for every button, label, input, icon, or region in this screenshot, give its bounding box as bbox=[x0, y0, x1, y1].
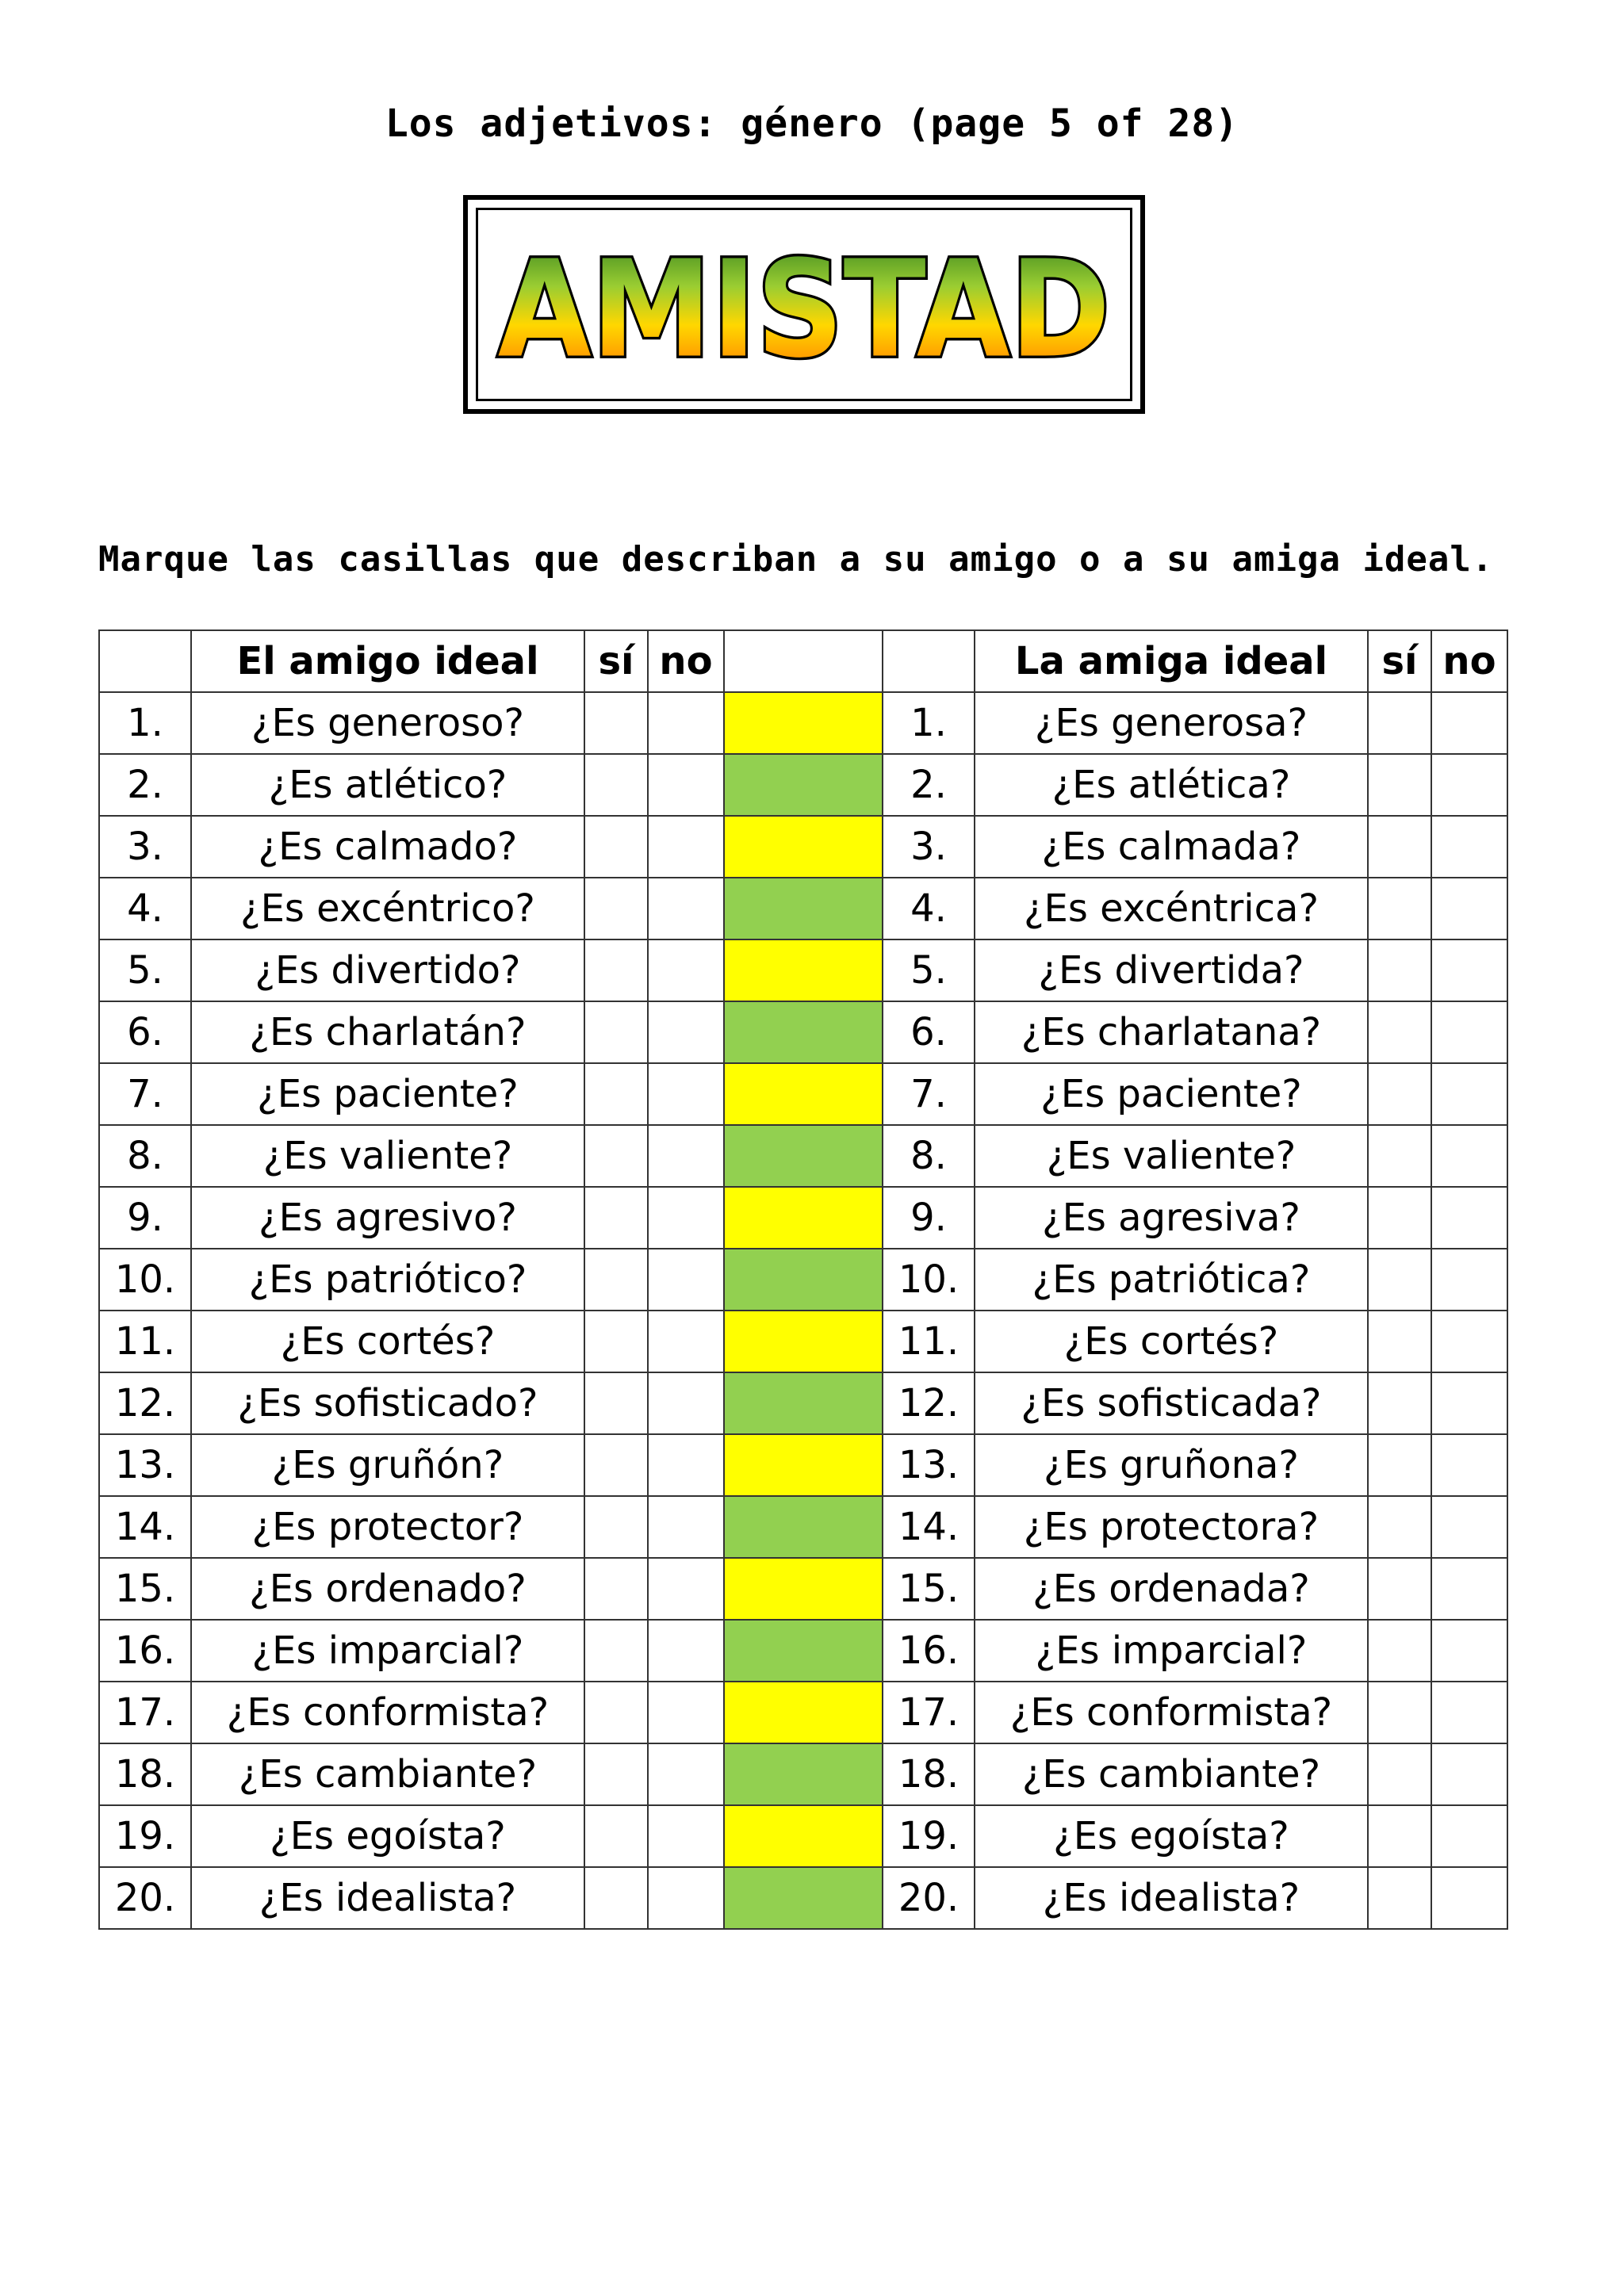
right-question: ¿Es idealista? bbox=[975, 1867, 1368, 1929]
left-row-number: 11. bbox=[99, 1311, 191, 1372]
left-question: ¿Es excéntrico? bbox=[191, 878, 584, 939]
left-no-checkbox-cell[interactable] bbox=[648, 878, 724, 939]
color-separator-cell bbox=[724, 1682, 883, 1743]
right-no-checkbox-cell[interactable] bbox=[1431, 1125, 1507, 1187]
color-separator-cell bbox=[724, 1496, 883, 1558]
left-row-number: 16. bbox=[99, 1620, 191, 1682]
right-row-number: 18. bbox=[883, 1743, 975, 1805]
table-row bbox=[99, 939, 1507, 1001]
right-yes-checkbox-cell[interactable] bbox=[1368, 1249, 1431, 1311]
left-row-number: 10. bbox=[99, 1249, 191, 1311]
right-yes-checkbox-cell[interactable] bbox=[1368, 878, 1431, 939]
left-no-checkbox-cell[interactable] bbox=[648, 1187, 724, 1249]
color-separator-cell bbox=[724, 816, 883, 878]
right-row-number: 10. bbox=[883, 1249, 975, 1311]
table-row bbox=[99, 1805, 1507, 1867]
left-yes-checkbox-cell[interactable] bbox=[584, 1001, 648, 1063]
left-no-checkbox-cell[interactable] bbox=[648, 1249, 724, 1311]
color-separator-cell bbox=[724, 754, 883, 816]
right-row-number: 15. bbox=[883, 1558, 975, 1620]
instruction-text: Marque las casillas que describan a su amigo o a su amiga ideal. bbox=[98, 539, 1494, 580]
table-row bbox=[99, 1867, 1507, 1929]
right-question: ¿Es gruñona? bbox=[975, 1434, 1368, 1496]
left-no-header: no bbox=[648, 630, 724, 692]
left-row-number: 5. bbox=[99, 939, 191, 1001]
left-yes-checkbox-cell[interactable] bbox=[584, 1682, 648, 1743]
right-question: ¿Es cambiante? bbox=[975, 1743, 1368, 1805]
logo-text: AMISTAD bbox=[497, 232, 1111, 388]
right-yes-checkbox-cell[interactable] bbox=[1368, 1805, 1431, 1867]
right-question: ¿Es valiente? bbox=[975, 1125, 1368, 1187]
left-no-checkbox-cell[interactable] bbox=[648, 1001, 724, 1063]
left-yes-checkbox-cell[interactable] bbox=[584, 1311, 648, 1372]
right-no-checkbox-cell[interactable] bbox=[1431, 1249, 1507, 1311]
right-row-number: 2. bbox=[883, 754, 975, 816]
page-title: Los adjetivos: género (page 5 of 28) bbox=[385, 101, 1239, 146]
table-row bbox=[99, 1372, 1507, 1434]
left-row-number: 20. bbox=[99, 1867, 191, 1929]
left-row-number: 19. bbox=[99, 1805, 191, 1867]
left-no-checkbox-cell[interactable] bbox=[648, 816, 724, 878]
left-yes-checkbox-cell[interactable] bbox=[584, 1620, 648, 1682]
color-separator-cell bbox=[724, 1620, 883, 1682]
header-row bbox=[99, 630, 1507, 692]
right-yes-checkbox-cell[interactable] bbox=[1368, 1558, 1431, 1620]
left-yes-checkbox-cell[interactable] bbox=[584, 878, 648, 939]
color-separator-cell bbox=[724, 1125, 883, 1187]
color-separator-cell bbox=[724, 1805, 883, 1867]
right-question: ¿Es conformista? bbox=[975, 1682, 1368, 1743]
left-yes-checkbox-cell[interactable] bbox=[584, 754, 648, 816]
right-no-checkbox-cell[interactable] bbox=[1431, 1805, 1507, 1867]
right-yes-checkbox-cell[interactable] bbox=[1368, 1187, 1431, 1249]
right-no-checkbox-cell[interactable] bbox=[1431, 1620, 1507, 1682]
color-separator-cell bbox=[724, 1187, 883, 1249]
left-question: ¿Es cambiante? bbox=[191, 1743, 584, 1805]
right-yes-checkbox-cell[interactable] bbox=[1368, 816, 1431, 878]
table-row bbox=[99, 1001, 1507, 1063]
right-yes-checkbox-cell[interactable] bbox=[1368, 1311, 1431, 1372]
right-row-number: 16. bbox=[883, 1620, 975, 1682]
left-question: ¿Es calmado? bbox=[191, 816, 584, 878]
table-row bbox=[99, 1496, 1507, 1558]
left-question: ¿Es charlatán? bbox=[191, 1001, 584, 1063]
left-yes-checkbox-cell[interactable] bbox=[584, 1743, 648, 1805]
left-no-checkbox-cell[interactable] bbox=[648, 1620, 724, 1682]
left-no-checkbox-cell[interactable] bbox=[648, 1805, 724, 1867]
right-no-checkbox-cell[interactable] bbox=[1431, 1558, 1507, 1620]
left-question: ¿Es cortés? bbox=[191, 1311, 584, 1372]
left-column-header: El amigo ideal bbox=[191, 630, 584, 692]
right-question: ¿Es paciente? bbox=[975, 1063, 1368, 1125]
left-question: ¿Es idealista? bbox=[191, 1867, 584, 1929]
right-row-number: 4. bbox=[883, 878, 975, 939]
right-question: ¿Es calmada? bbox=[975, 816, 1368, 878]
color-separator-cell bbox=[724, 1743, 883, 1805]
right-yes-checkbox-cell[interactable] bbox=[1368, 1496, 1431, 1558]
color-separator-cell bbox=[724, 1311, 883, 1372]
left-question: ¿Es conformista? bbox=[191, 1682, 584, 1743]
right-question: ¿Es generosa? bbox=[975, 692, 1368, 754]
left-question: ¿Es valiente? bbox=[191, 1125, 584, 1187]
right-row-number: 3. bbox=[883, 816, 975, 878]
left-row-number: 2. bbox=[99, 754, 191, 816]
right-question: ¿Es egoísta? bbox=[975, 1805, 1368, 1867]
right-question: ¿Es imparcial? bbox=[975, 1620, 1368, 1682]
right-question: ¿Es cortés? bbox=[975, 1311, 1368, 1372]
right-yes-checkbox-cell[interactable] bbox=[1368, 1372, 1431, 1434]
right-question: ¿Es patriótica? bbox=[975, 1249, 1368, 1311]
right-no-checkbox-cell[interactable] bbox=[1431, 1372, 1507, 1434]
right-no-checkbox-cell[interactable] bbox=[1431, 1867, 1507, 1929]
right-no-checkbox-cell[interactable] bbox=[1431, 1496, 1507, 1558]
left-no-checkbox-cell[interactable] bbox=[648, 1743, 724, 1805]
left-row-number: 7. bbox=[99, 1063, 191, 1125]
left-row-number: 13. bbox=[99, 1434, 191, 1496]
color-separator-cell bbox=[724, 1372, 883, 1434]
left-no-checkbox-cell[interactable] bbox=[648, 1311, 724, 1372]
left-no-checkbox-cell[interactable] bbox=[648, 1125, 724, 1187]
left-question: ¿Es ordenado? bbox=[191, 1558, 584, 1620]
left-yes-checkbox-cell[interactable] bbox=[584, 1558, 648, 1620]
left-question: ¿Es imparcial? bbox=[191, 1620, 584, 1682]
left-row-number: 3. bbox=[99, 816, 191, 878]
left-question: ¿Es paciente? bbox=[191, 1063, 584, 1125]
color-separator-cell bbox=[724, 1249, 883, 1311]
right-yes-checkbox-cell[interactable] bbox=[1368, 1001, 1431, 1063]
right-yes-checkbox-cell[interactable] bbox=[1368, 1620, 1431, 1682]
color-separator-cell bbox=[724, 1001, 883, 1063]
left-no-checkbox-cell[interactable] bbox=[648, 1867, 724, 1929]
left-row-number: 1. bbox=[99, 692, 191, 754]
left-no-checkbox-cell[interactable] bbox=[648, 754, 724, 816]
left-no-checkbox-cell[interactable] bbox=[648, 939, 724, 1001]
left-row-number: 8. bbox=[99, 1125, 191, 1187]
left-yes-checkbox-cell[interactable] bbox=[584, 939, 648, 1001]
left-row-number: 12. bbox=[99, 1372, 191, 1434]
right-row-number: 6. bbox=[883, 1001, 975, 1063]
right-row-number: 7. bbox=[883, 1063, 975, 1125]
right-no-checkbox-cell[interactable] bbox=[1431, 1063, 1507, 1125]
right-row-number: 12. bbox=[883, 1372, 975, 1434]
left-yes-checkbox-cell[interactable] bbox=[584, 1805, 648, 1867]
left-yes-checkbox-cell[interactable] bbox=[584, 1187, 648, 1249]
right-row-number: 20. bbox=[883, 1867, 975, 1929]
right-row-number: 8. bbox=[883, 1125, 975, 1187]
right-no-header: no bbox=[1431, 630, 1507, 692]
right-row-number: 19. bbox=[883, 1805, 975, 1867]
left-question: ¿Es generoso? bbox=[191, 692, 584, 754]
left-question: ¿Es sofisticado? bbox=[191, 1372, 584, 1434]
left-row-number: 18. bbox=[99, 1743, 191, 1805]
color-separator-cell bbox=[724, 1867, 883, 1929]
right-yes-checkbox-cell[interactable] bbox=[1368, 1125, 1431, 1187]
left-yes-checkbox-cell[interactable] bbox=[584, 816, 648, 878]
left-no-checkbox-cell[interactable] bbox=[648, 1063, 724, 1125]
right-question: ¿Es ordenada? bbox=[975, 1558, 1368, 1620]
right-row-number: 17. bbox=[883, 1682, 975, 1743]
table-row bbox=[99, 1063, 1507, 1125]
right-row-number: 5. bbox=[883, 939, 975, 1001]
amistad-logo-art bbox=[478, 210, 1130, 399]
left-no-checkbox-cell[interactable] bbox=[648, 692, 724, 754]
right-no-checkbox-cell[interactable] bbox=[1431, 1682, 1507, 1743]
right-yes-checkbox-cell[interactable] bbox=[1368, 1743, 1431, 1805]
right-no-checkbox-cell[interactable] bbox=[1431, 1187, 1507, 1249]
right-question: ¿Es protectora? bbox=[975, 1496, 1368, 1558]
amistad-logo bbox=[463, 195, 1145, 414]
right-question: ¿Es atlética? bbox=[975, 754, 1368, 816]
left-row-number: 17. bbox=[99, 1682, 191, 1743]
right-question: ¿Es charlatana? bbox=[975, 1001, 1368, 1063]
color-separator-cell bbox=[724, 1434, 883, 1496]
left-question: ¿Es atlético? bbox=[191, 754, 584, 816]
color-separator-cell bbox=[724, 939, 883, 1001]
right-row-number: 9. bbox=[883, 1187, 975, 1249]
right-row-number: 11. bbox=[883, 1311, 975, 1372]
left-row-number: 6. bbox=[99, 1001, 191, 1063]
right-question: ¿Es divertida? bbox=[975, 939, 1368, 1001]
table-row bbox=[99, 816, 1507, 878]
left-yes-checkbox-cell[interactable] bbox=[584, 1249, 648, 1311]
left-yes-checkbox-cell[interactable] bbox=[584, 692, 648, 754]
table-row bbox=[99, 754, 1507, 816]
table-row bbox=[99, 1558, 1507, 1620]
table-row bbox=[99, 1434, 1507, 1496]
right-no-checkbox-cell[interactable] bbox=[1431, 816, 1507, 878]
right-yes-checkbox-cell[interactable] bbox=[1368, 1682, 1431, 1743]
right-yes-checkbox-cell[interactable] bbox=[1368, 1867, 1431, 1929]
table-row bbox=[99, 878, 1507, 939]
left-row-number: 14. bbox=[99, 1496, 191, 1558]
right-yes-checkbox-cell[interactable] bbox=[1368, 1434, 1431, 1496]
left-question: ¿Es gruñón? bbox=[191, 1434, 584, 1496]
table-row bbox=[99, 1620, 1507, 1682]
color-separator-cell bbox=[724, 630, 883, 692]
right-question: ¿Es sofisticada? bbox=[975, 1372, 1368, 1434]
table-row bbox=[99, 1743, 1507, 1805]
table-row bbox=[99, 1187, 1507, 1249]
adjective-worksheet-table bbox=[98, 629, 1508, 1930]
left-yes-checkbox-cell[interactable] bbox=[584, 1063, 648, 1125]
right-row-number: 13. bbox=[883, 1434, 975, 1496]
table-row bbox=[99, 1682, 1507, 1743]
right-row-number: 1. bbox=[883, 692, 975, 754]
left-num-header bbox=[99, 630, 191, 692]
table-row bbox=[99, 1125, 1507, 1187]
right-yes-checkbox-cell[interactable] bbox=[1368, 939, 1431, 1001]
left-no-checkbox-cell[interactable] bbox=[648, 1372, 724, 1434]
left-question: ¿Es patriótico? bbox=[191, 1249, 584, 1311]
right-no-checkbox-cell[interactable] bbox=[1431, 1001, 1507, 1063]
right-yes-header: sí bbox=[1368, 630, 1431, 692]
left-no-checkbox-cell[interactable] bbox=[648, 1558, 724, 1620]
color-separator-cell bbox=[724, 878, 883, 939]
right-yes-checkbox-cell[interactable] bbox=[1368, 754, 1431, 816]
right-no-checkbox-cell[interactable] bbox=[1431, 878, 1507, 939]
right-yes-checkbox-cell[interactable] bbox=[1368, 1063, 1431, 1125]
logo-frame bbox=[476, 208, 1132, 401]
right-no-checkbox-cell[interactable] bbox=[1431, 1311, 1507, 1372]
left-yes-checkbox-cell[interactable] bbox=[584, 1125, 648, 1187]
left-no-checkbox-cell[interactable] bbox=[648, 1682, 724, 1743]
left-row-number: 15. bbox=[99, 1558, 191, 1620]
left-yes-header: sí bbox=[584, 630, 648, 692]
right-question: ¿Es agresiva? bbox=[975, 1187, 1368, 1249]
left-no-checkbox-cell[interactable] bbox=[648, 1434, 724, 1496]
right-column-header: La amiga ideal bbox=[975, 630, 1368, 692]
right-no-checkbox-cell[interactable] bbox=[1431, 754, 1507, 816]
left-no-checkbox-cell[interactable] bbox=[648, 1496, 724, 1558]
left-yes-checkbox-cell[interactable] bbox=[584, 1867, 648, 1929]
right-no-checkbox-cell[interactable] bbox=[1431, 939, 1507, 1001]
color-separator-cell bbox=[724, 692, 883, 754]
left-yes-checkbox-cell[interactable] bbox=[584, 1434, 648, 1496]
right-yes-checkbox-cell[interactable] bbox=[1368, 692, 1431, 754]
left-yes-checkbox-cell[interactable] bbox=[584, 1496, 648, 1558]
color-separator-cell bbox=[724, 1558, 883, 1620]
left-yes-checkbox-cell[interactable] bbox=[584, 1372, 648, 1434]
right-no-checkbox-cell[interactable] bbox=[1431, 692, 1507, 754]
table-row bbox=[99, 1311, 1507, 1372]
table-row bbox=[99, 1249, 1507, 1311]
right-no-checkbox-cell[interactable] bbox=[1431, 1434, 1507, 1496]
left-question: ¿Es egoísta? bbox=[191, 1805, 584, 1867]
table-row bbox=[99, 692, 1507, 754]
left-question: ¿Es protector? bbox=[191, 1496, 584, 1558]
left-question: ¿Es divertido? bbox=[191, 939, 584, 1001]
color-separator-cell bbox=[724, 1063, 883, 1125]
right-row-number: 14. bbox=[883, 1496, 975, 1558]
left-question: ¿Es agresivo? bbox=[191, 1187, 584, 1249]
right-no-checkbox-cell[interactable] bbox=[1431, 1743, 1507, 1805]
right-num-header bbox=[883, 630, 975, 692]
left-row-number: 9. bbox=[99, 1187, 191, 1249]
left-row-number: 4. bbox=[99, 878, 191, 939]
right-question: ¿Es excéntrica? bbox=[975, 878, 1368, 939]
